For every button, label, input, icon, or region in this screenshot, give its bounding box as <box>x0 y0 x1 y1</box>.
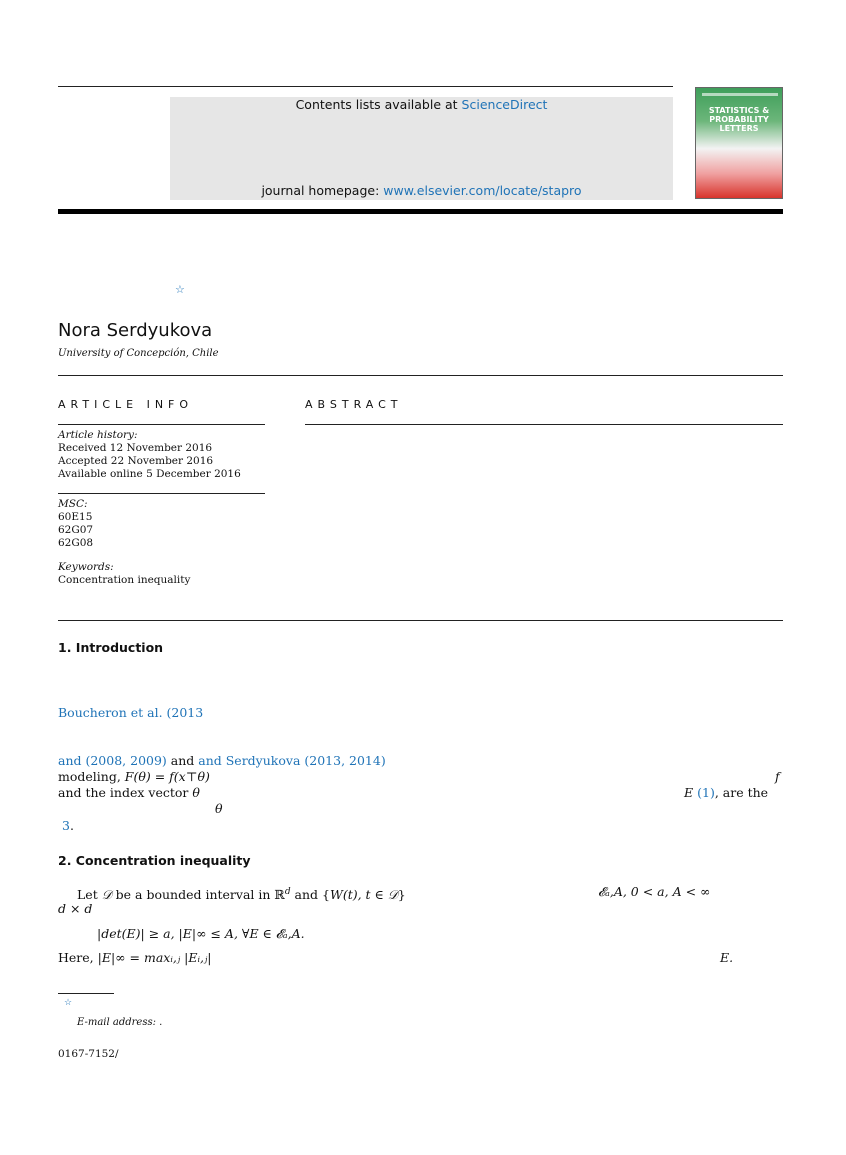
homepage-line <box>170 183 673 198</box>
f-symbol: f <box>775 769 780 784</box>
issn-line: 0167-7152/ <box>58 1048 119 1060</box>
intro-line-modeling <box>58 769 210 785</box>
abstract-heading: ABSTRACT <box>305 398 403 411</box>
keywords-block <box>58 561 190 587</box>
index-vector-text: and the index vector <box>58 785 193 800</box>
modeling-prefix: modeling, <box>58 769 125 784</box>
close-brace: } <box>397 887 406 903</box>
intro-line-ref3 <box>62 818 74 834</box>
online-date: Available online 5 December 2016 <box>58 468 241 480</box>
here-prefix: Here, <box>58 950 98 965</box>
intro-line-refs <box>58 753 386 769</box>
cover-title-line: STATISTICS & <box>708 106 770 115</box>
keywords-label: Keywords: <box>58 561 114 573</box>
theta-symbol: θ <box>192 785 200 800</box>
msc-label: MSC: <box>58 498 88 510</box>
keyword: Concentration inequality <box>58 574 191 586</box>
received-date: Received 12 November 2016 <box>58 442 213 454</box>
msc-code: 60E15 <box>58 511 93 523</box>
section-2-line-1 <box>77 884 406 903</box>
intro-line-boucheron <box>58 705 203 721</box>
msc-block <box>58 498 93 550</box>
class-formula: 𝓔ₐ,A, 0 < a, A < ∞ <box>598 884 711 899</box>
ref-serdyukova-link[interactable]: and Serdyukova (2013, 2014) <box>198 753 386 768</box>
header-top-rule <box>58 86 673 87</box>
ref-boucheron-link[interactable]: Boucheron et al. (2013 <box>58 705 204 720</box>
let-text: Let <box>77 887 102 903</box>
ref-section-3-link[interactable]: 3 <box>62 818 70 833</box>
journal-homepage-link[interactable]: www.elsevier.com/locate/stapro <box>383 183 582 198</box>
sciencedirect-link[interactable]: ScienceDirect <box>461 97 548 112</box>
author-rule <box>58 375 783 376</box>
display-formula: |det(E)| ≥ a, |E|∞ ≤ A, ∀E ∈ 𝓔ₐ,A. <box>97 926 305 941</box>
theta-symbol-2: θ <box>215 801 223 816</box>
article-history <box>58 429 241 481</box>
interval-text: be a bounded interval in ℝ <box>111 887 285 903</box>
abstract-rule <box>305 424 783 425</box>
footnote-rule <box>58 993 114 994</box>
header-thick-rule <box>58 209 783 214</box>
cover-title-line: LETTERS <box>719 124 759 133</box>
and-brace: and { <box>290 887 330 903</box>
dimension-superscript: d <box>284 887 291 897</box>
ref-years-link[interactable]: and (2008, 2009) <box>58 753 167 768</box>
cover-topbar <box>702 93 778 96</box>
article-info-heading: ARTICLE INFO <box>58 398 194 411</box>
article-info-rule <box>58 424 265 425</box>
eq-1-link[interactable]: (1) <box>697 785 715 800</box>
e-symbol-end: E. <box>720 950 734 965</box>
section-1-heading: 1. Introduction <box>58 640 164 655</box>
contents-line <box>170 97 673 112</box>
matrix-dimension: d × d <box>58 901 93 916</box>
footnote-star-icon: ☆ <box>64 998 73 1008</box>
modeling-formula: F(θ) = f(x⊤θ) <box>124 769 210 784</box>
msc-code: 62G08 <box>58 537 94 549</box>
contents-prefix: Contents lists available at <box>295 97 462 112</box>
msc-code: 62G07 <box>58 524 94 536</box>
e-ref-line <box>684 785 768 801</box>
and-text: and <box>166 753 199 768</box>
e-ref-suffix: , are the <box>714 785 769 800</box>
author-name: Nora Serdyukova <box>58 320 213 341</box>
msc-rule <box>58 493 265 494</box>
ref-3-suffix: . <box>69 818 74 833</box>
norm-formula: |E|∞ = maxᵢ,ⱼ |Eᵢ,ⱼ| <box>97 950 212 965</box>
domain-symbol: 𝒟 <box>101 887 112 903</box>
here-line <box>58 950 211 966</box>
history-label: Article history: <box>58 429 138 441</box>
cover-title <box>696 106 782 133</box>
title-footnote-star-icon[interactable]: ☆ <box>175 283 185 296</box>
front-matter-end-rule <box>58 620 783 621</box>
journal-cover-image <box>695 87 783 199</box>
homepage-prefix: journal homepage: <box>261 183 384 198</box>
author-affiliation: University of Concepción, Chile <box>58 348 219 359</box>
cover-title-line: PROBABILITY <box>709 115 769 124</box>
intro-line-index <box>58 785 200 801</box>
accepted-date: Accepted 22 November 2016 <box>58 455 214 467</box>
email-footnote: E-mail address: . <box>77 1017 163 1028</box>
process-formula: W(t), t ∈ 𝒟 <box>329 887 398 903</box>
section-2-heading: 2. Concentration inequality <box>58 853 251 868</box>
e-symbol: E <box>684 785 698 800</box>
